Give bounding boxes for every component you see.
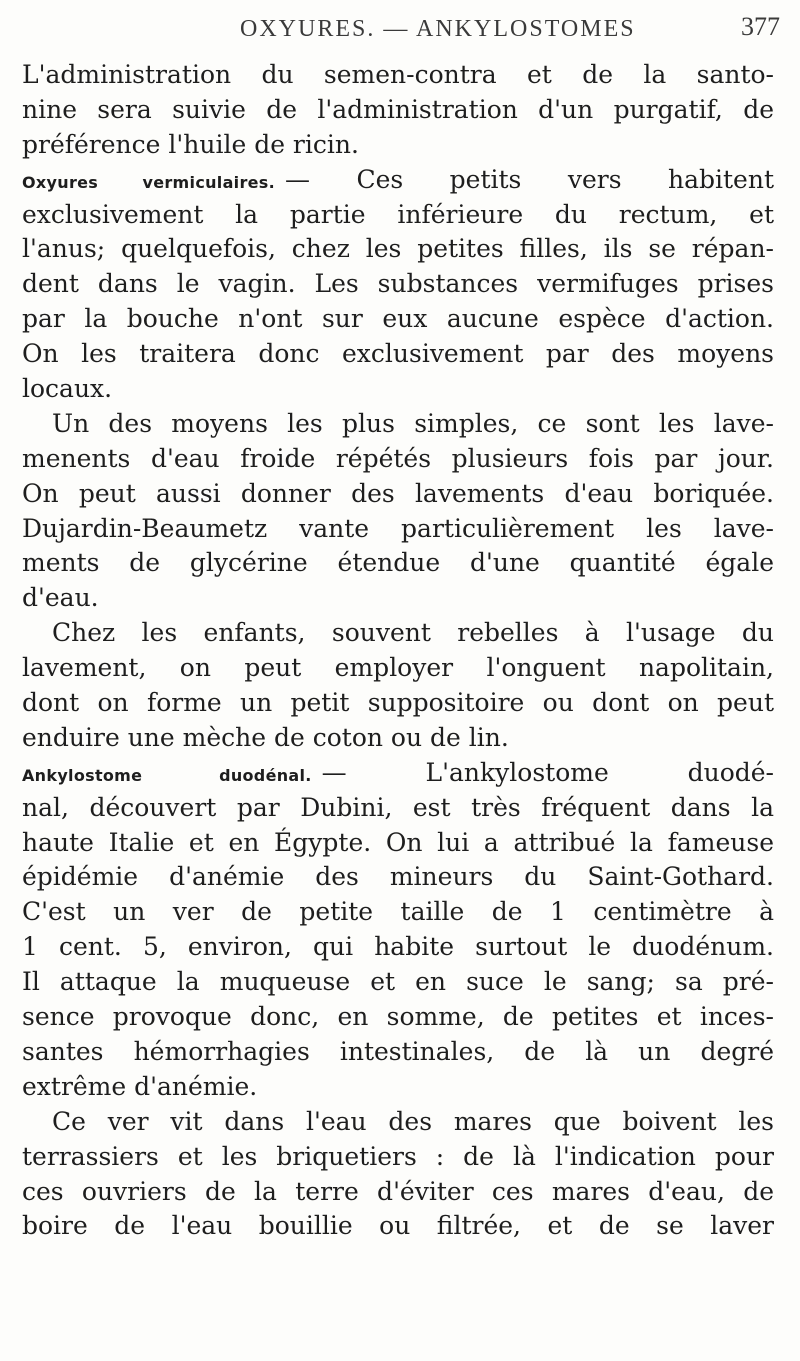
- text-line: lavement, on peut employer l'onguent napolitain,: [22, 653, 774, 683]
- text-line: d'eau.: [22, 583, 99, 613]
- text-line: On les traitera donc exclusivement par des moyens: [22, 339, 774, 369]
- text-line: menents d'eau froide répétés plusieurs fois par jour.: [22, 443, 774, 473]
- section-heading: Oxyures vermiculaires.: [22, 172, 275, 192]
- text-line: Chez les enfants, souvent rebelles à l'usage du: [52, 618, 774, 648]
- text-line: sence provoque donc, en somme, de petites et inces-: [22, 1002, 774, 1032]
- text-run: — L'ankylostome duodé-: [321, 757, 774, 787]
- paragraph: [22, 58, 774, 163]
- text-line: préférence l'huile de ricin.: [22, 129, 359, 159]
- text-line: ments de glycérine étendue d'une quantité égale: [22, 548, 774, 578]
- running-title: OXYURES. — ANKYLOSTOMES: [240, 16, 636, 42]
- text-line: [22, 163, 774, 198]
- running-header: [0, 6, 800, 46]
- text-line: 1 cent. 5, environ, qui habite surtout le duodénum.: [22, 932, 774, 962]
- text-line: extrême d'anémie.: [22, 1071, 258, 1101]
- paragraph: [22, 616, 774, 756]
- text-line: santes hémorrhagies intestinales, de là un degré: [22, 1036, 774, 1066]
- text-line: l'anus; quelquefois, chez les petites filles, ils se répan-: [22, 234, 774, 264]
- paragraph: [22, 1105, 774, 1245]
- text-line: haute Italie et en Égypte. On lui a attribué la fameuse: [22, 827, 774, 857]
- text-line: épidémie d'anémie des mineurs du Saint-Gothard.: [22, 862, 774, 892]
- text-line: Ce ver vit dans l'eau des mares que boivent les: [52, 1106, 774, 1136]
- text-line: Il attaque la muqueuse et en suce le sang; sa pré-: [22, 967, 774, 997]
- page-number: 377: [741, 12, 780, 41]
- section-heading: Ankylostome duodénal.: [22, 765, 312, 785]
- text-line: L'administration du semen-contra et de la santo-: [22, 60, 774, 89]
- text-line: dont on forme un petit suppositoire ou dont on peut: [22, 688, 774, 718]
- text-line: nal, découvert par Dubini, est très fréquent dans la: [22, 792, 774, 822]
- text-run: — Ces petits vers habitent: [285, 164, 774, 194]
- text-line: dent dans le vagin. Les substances vermifuges prises: [22, 269, 774, 299]
- text-line: par la bouche n'ont sur eux aucune espèce d'action.: [22, 304, 774, 334]
- text-line: Dujardin-Beaumetz vante particulièrement les lave-: [22, 513, 774, 543]
- text-line: ces ouvriers de la terre d'éviter ces mares d'eau, de: [22, 1176, 774, 1206]
- text-line: boire de l'eau bouillie ou filtrée, et de se laver: [22, 1211, 774, 1241]
- text-line: Un des moyens les plus simples, ce sont les lave-: [52, 408, 774, 438]
- text-line: exclusivement la partie inférieure du rectum, et: [22, 199, 774, 229]
- text-line: On peut aussi donner des lavements d'eau boriquée.: [22, 478, 774, 508]
- text-line: terrassiers et les briquetiers : de là l'indication pour: [22, 1141, 774, 1171]
- paragraph-ankylostome: [22, 756, 774, 1105]
- text-line: locaux.: [22, 374, 113, 404]
- text-line: C'est un ver de petite taille de 1 centimètre à: [22, 897, 774, 927]
- text-line: [22, 756, 774, 791]
- body-text: [22, 58, 774, 1244]
- text-line: nine sera suivie de l'administration d'un purgatif, de: [22, 94, 774, 124]
- text-line: enduire une mèche de coton ou de lin.: [22, 722, 509, 752]
- paragraph: [22, 407, 774, 616]
- paragraph-oxyures: [22, 163, 774, 407]
